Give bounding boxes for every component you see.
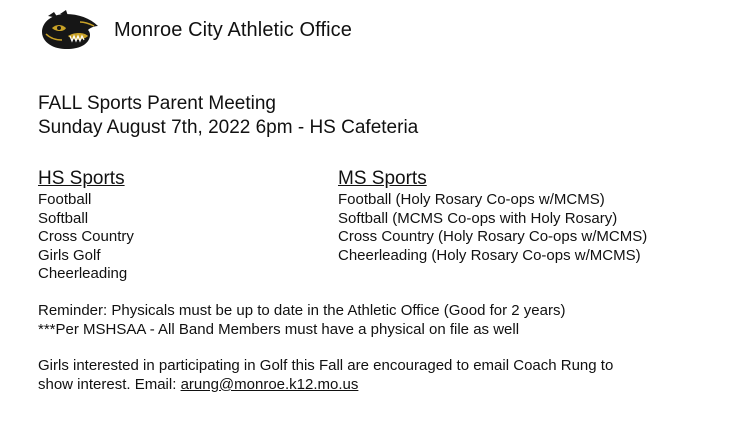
band-physical-note: ***Per MSHSAA - All Band Members must have a physical on file as well <box>38 320 520 338</box>
hs-sport-item: Softball <box>38 209 89 227</box>
hs-sport-item: Girls Golf <box>38 246 101 264</box>
hs-sports-list <box>38 168 134 284</box>
event-title: FALL Sports Parent Meeting <box>38 93 276 114</box>
ms-sport-item: Softball (MCMS Co-ops with Holy Rosary) <box>338 209 618 227</box>
header <box>38 10 352 50</box>
hs-sport-item: Football <box>38 191 92 208</box>
hs-sport-item: Cross Country <box>38 228 134 246</box>
golf-interest-note-cont <box>38 376 718 395</box>
ms-sport-item: Cheerleading (Holy Rosary Co-ops w/MCMS) <box>338 246 641 264</box>
event-details: Sunday August 7th, 2022 6pm - HS Cafeteria <box>38 117 419 138</box>
ms-sports-list <box>338 168 647 265</box>
ms-sport-item: Cross Country (Holy Rosary Co-ops w/MCMS) <box>338 228 648 246</box>
notes <box>38 302 718 394</box>
coach-email-link[interactable]: arung@monroe.k12.mo.us <box>180 375 359 393</box>
event-info <box>38 92 418 140</box>
golf-interest-note: Girls interested in participating in Golf this Fall are encouraged to email Coach Rung to <box>38 357 614 375</box>
physicals-reminder: Reminder: Physicals must be up to date in the Athletic Office (Good for 2 years) <box>38 302 566 319</box>
org-name: Monroe City Athletic Office <box>114 19 352 41</box>
ms-sports-heading: MS Sports <box>338 168 427 189</box>
hs-sports-heading: HS Sports <box>38 168 125 189</box>
hs-sport-item: Cheerleading <box>38 265 128 283</box>
email-label: show interest. Email: <box>38 375 181 393</box>
panther-logo-icon <box>38 10 102 50</box>
ms-sport-item: Football (Holy Rosary Co-ops w/MCMS) <box>338 191 605 208</box>
